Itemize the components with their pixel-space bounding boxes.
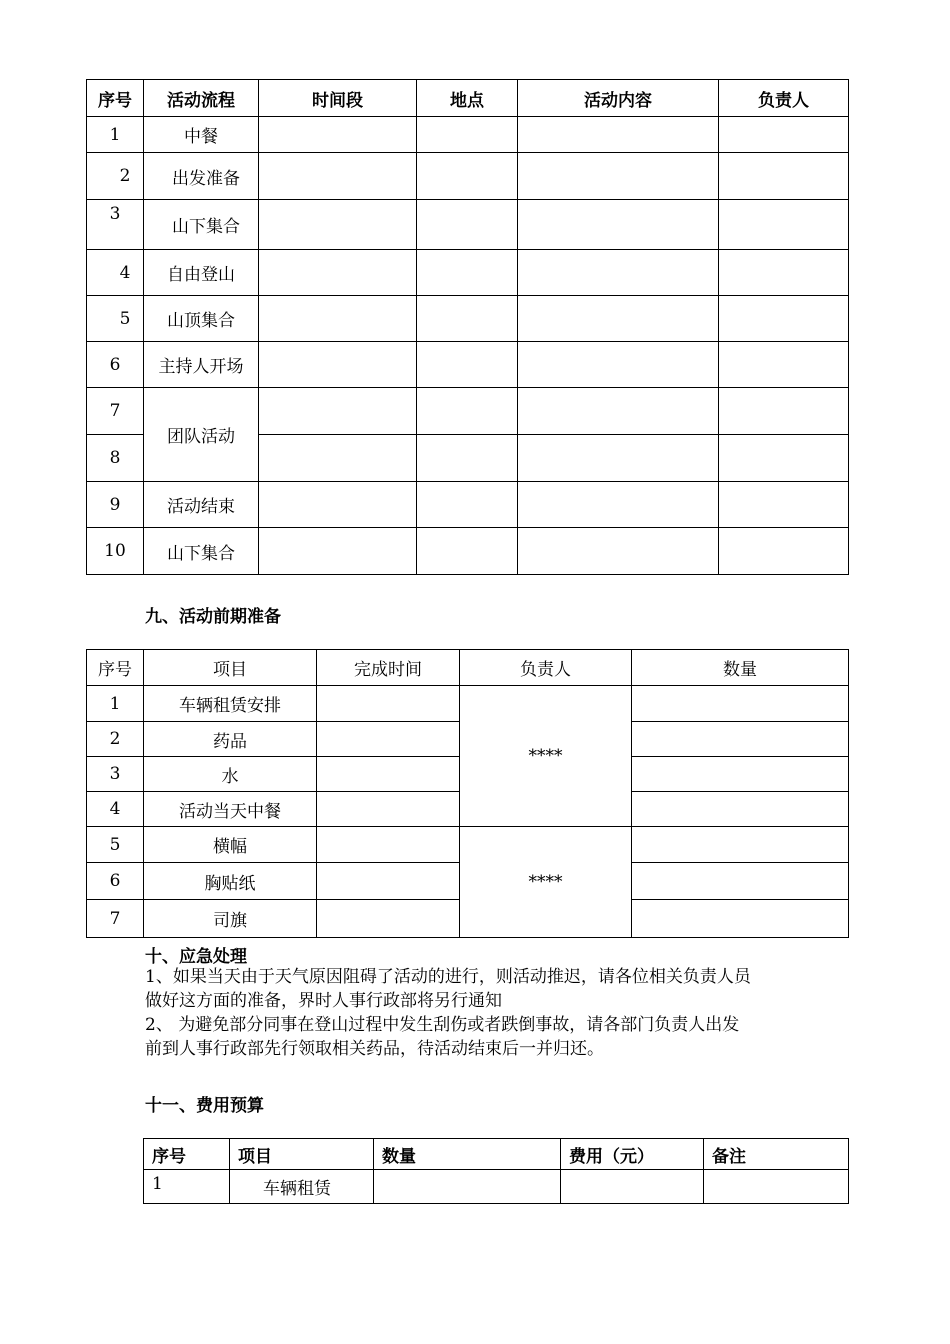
location-cell[interactable]	[417, 250, 518, 296]
activity-flow: 自由登山	[144, 250, 259, 296]
location-cell[interactable]	[417, 342, 518, 388]
content-cell[interactable]	[518, 153, 719, 200]
content-cell[interactable]	[518, 200, 719, 250]
section-title-emergency: 十、应急处理	[145, 947, 247, 967]
column-header: 项目	[144, 650, 317, 686]
content-cell[interactable]	[518, 296, 719, 342]
activity-flow: 活动结束	[144, 482, 259, 528]
table-row	[87, 827, 849, 863]
row-number: 8	[87, 435, 144, 482]
remark-cell[interactable]	[704, 1170, 849, 1204]
row-number: 3	[87, 757, 144, 792]
time-cell[interactable]	[259, 435, 417, 482]
table-row	[87, 117, 849, 153]
row-number: 1	[144, 1170, 230, 1204]
quantity-cell[interactable]	[632, 686, 849, 722]
column-header: 项目	[230, 1139, 374, 1170]
quantity-cell[interactable]	[632, 863, 849, 900]
quantity-cell[interactable]	[632, 827, 849, 863]
row-number: 4	[87, 792, 144, 827]
table-row	[87, 153, 849, 200]
location-cell[interactable]	[417, 153, 518, 200]
row-number: 1	[87, 117, 144, 153]
schedule-table	[86, 79, 849, 575]
owner-cell[interactable]	[719, 435, 849, 482]
completion-time-cell[interactable]	[317, 686, 460, 722]
section-title-budget: 十一、费用预算	[145, 1096, 264, 1116]
row-number: 7	[87, 388, 144, 435]
table-header-row	[87, 80, 849, 117]
owner-cell[interactable]	[719, 250, 849, 296]
location-cell[interactable]	[417, 528, 518, 575]
time-cell[interactable]	[259, 342, 417, 388]
owner-cell[interactable]	[719, 296, 849, 342]
column-header: 时间段	[259, 80, 417, 117]
time-cell[interactable]	[259, 528, 417, 575]
column-header: 序号	[87, 80, 144, 117]
column-header: 费用（元）	[561, 1139, 704, 1170]
completion-time-cell[interactable]	[317, 900, 460, 938]
row-number: 5	[87, 827, 144, 863]
table-header-row	[87, 650, 849, 686]
budget-table	[143, 1138, 849, 1204]
item-name: 药品	[144, 722, 317, 757]
table-row	[87, 528, 849, 575]
table-row	[87, 388, 849, 435]
content-cell[interactable]	[518, 342, 719, 388]
activity-flow: 主持人开场	[144, 342, 259, 388]
time-cell[interactable]	[259, 296, 417, 342]
cost-cell[interactable]	[561, 1170, 704, 1204]
quantity-cell[interactable]	[632, 722, 849, 757]
location-cell[interactable]	[417, 117, 518, 153]
content-cell[interactable]	[518, 117, 719, 153]
activity-flow: 出发准备	[144, 153, 259, 200]
emergency-line: 做好这方面的准备，界时人事行政部将另行通知	[145, 991, 502, 1011]
preparation-table	[86, 649, 849, 938]
row-number: 5	[87, 296, 144, 342]
time-cell[interactable]	[259, 153, 417, 200]
time-cell[interactable]	[259, 200, 417, 250]
emergency-line: 前到人事行政部先行领取相关药品，待活动结束后一并归还。	[145, 1039, 604, 1059]
row-number: 6	[87, 342, 144, 388]
owner-cell[interactable]	[719, 117, 849, 153]
emergency-line: 2、 为避免部分同事在登山过程中发生刮伤或者跌倒事故，请各部门负责人出发	[145, 1015, 740, 1035]
item-name: 活动当天中餐	[144, 792, 317, 827]
content-cell[interactable]	[518, 250, 719, 296]
column-header: 数量	[374, 1139, 561, 1170]
column-header: 序号	[144, 1139, 230, 1170]
row-number: 6	[87, 863, 144, 900]
emergency-paragraph	[145, 965, 855, 1061]
completion-time-cell[interactable]	[317, 863, 460, 900]
location-cell[interactable]	[417, 388, 518, 435]
column-header: 备注	[704, 1139, 849, 1170]
table-row	[87, 296, 849, 342]
item-name: 车辆租赁安排	[144, 686, 317, 722]
activity-flow: 山顶集合	[144, 296, 259, 342]
location-cell[interactable]	[417, 200, 518, 250]
content-cell[interactable]	[518, 528, 719, 575]
item-name: 胸贴纸	[144, 863, 317, 900]
quantity-cell[interactable]	[632, 900, 849, 938]
quantity-cell[interactable]	[632, 757, 849, 792]
table-row	[144, 1170, 849, 1204]
location-cell[interactable]	[417, 435, 518, 482]
owner-group: ****	[460, 686, 632, 827]
item-name: 水	[144, 757, 317, 792]
column-header: 负责人	[460, 650, 632, 686]
time-cell[interactable]	[259, 117, 417, 153]
table-header-row	[144, 1139, 849, 1170]
table-row	[87, 200, 849, 250]
time-cell[interactable]	[259, 482, 417, 528]
emergency-line: 1、如果当天由于天气原因阻碍了活动的进行，则活动推迟，请各位相关负责人员	[145, 967, 751, 987]
column-header: 数量	[632, 650, 849, 686]
quantity-cell[interactable]	[374, 1170, 561, 1204]
completion-time-cell[interactable]	[317, 757, 460, 792]
table-row	[87, 482, 849, 528]
row-number: 3	[87, 200, 144, 250]
table-row	[87, 686, 849, 722]
activity-flow: 山下集合	[144, 200, 259, 250]
content-cell[interactable]	[518, 388, 719, 435]
row-number: 9	[87, 482, 144, 528]
activity-flow: 中餐	[144, 117, 259, 153]
column-header: 负责人	[719, 80, 849, 117]
location-cell[interactable]	[417, 296, 518, 342]
column-header: 活动流程	[144, 80, 259, 117]
column-header: 活动内容	[518, 80, 719, 117]
table-row	[87, 250, 849, 296]
activity-flow: 山下集合	[144, 528, 259, 575]
quantity-cell[interactable]	[632, 792, 849, 827]
row-number: 1	[87, 686, 144, 722]
owner-cell[interactable]	[719, 388, 849, 435]
content-cell[interactable]	[518, 435, 719, 482]
time-cell[interactable]	[259, 250, 417, 296]
column-header: 地点	[417, 80, 518, 117]
completion-time-cell[interactable]	[317, 722, 460, 757]
row-number: 4	[87, 250, 144, 296]
section-title-preparation: 九、活动前期准备	[145, 607, 281, 627]
item-name: 横幅	[144, 827, 317, 863]
completion-time-cell[interactable]	[317, 827, 460, 863]
time-cell[interactable]	[259, 388, 417, 435]
row-number: 10	[87, 528, 144, 575]
table-row	[87, 342, 849, 388]
owner-cell[interactable]	[719, 200, 849, 250]
column-header: 完成时间	[317, 650, 460, 686]
owner-cell[interactable]	[719, 342, 849, 388]
owner-cell[interactable]	[719, 482, 849, 528]
owner-group: ****	[460, 827, 632, 938]
content-cell[interactable]	[518, 482, 719, 528]
owner-cell[interactable]	[719, 528, 849, 575]
column-header: 序号	[87, 650, 144, 686]
item-name: 司旗	[144, 900, 317, 938]
item-name: 车辆租赁	[230, 1170, 374, 1204]
row-number: 7	[87, 900, 144, 938]
owner-cell[interactable]	[719, 153, 849, 200]
location-cell[interactable]	[417, 482, 518, 528]
row-number: 2	[87, 153, 144, 200]
completion-time-cell[interactable]	[317, 792, 460, 827]
row-number: 2	[87, 722, 144, 757]
activity-flow: 团队活动	[144, 388, 259, 482]
